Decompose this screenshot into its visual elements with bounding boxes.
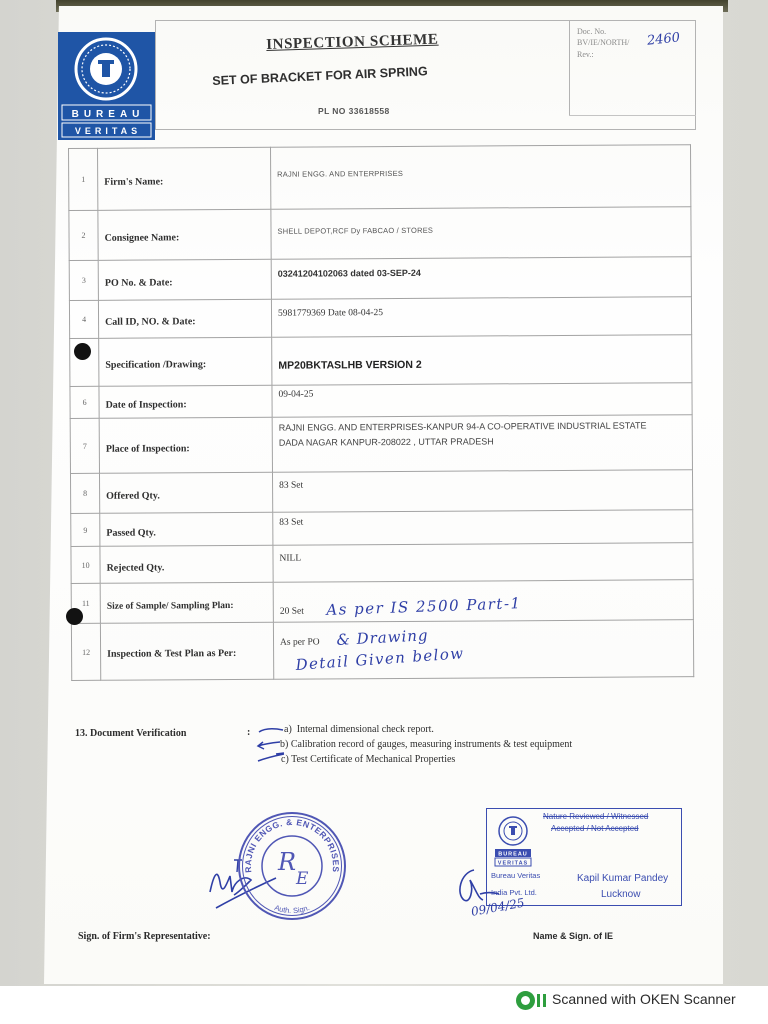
row-number: 10	[71, 546, 100, 583]
firm-signature-label: Sign. of Firm's Representative:	[78, 931, 211, 942]
row-number: 1	[69, 148, 98, 210]
black-dot-marker	[74, 343, 91, 360]
field-label-sampling-plan: Size of Sample/ Sampling Plan:	[100, 582, 273, 623]
document-verification-label: 13. Document Verification	[75, 728, 187, 739]
field-value-consignee: SHELL DEPOT,RCF Dy FABCAO / STORES	[271, 207, 691, 260]
row-number: 9	[71, 513, 100, 546]
field-label-rejected-qty: Rejected Qty.	[100, 545, 273, 583]
field-value-inspection-date: 09-04-25	[272, 383, 692, 418]
firm-stamp-monogram-e: E	[296, 869, 309, 889]
row-number: 7	[70, 418, 99, 473]
field-value-po: 03241204102063 dated 03-SEP-24	[271, 257, 691, 300]
field-label-call-id: Call ID, NO. & Date:	[98, 299, 271, 338]
inspector-city: Lucknow	[601, 889, 641, 900]
field-label-place: Place of Inspection:	[99, 417, 272, 473]
inspector-date-handwritten: 09/04/25	[470, 895, 526, 919]
row-number: 11	[71, 583, 100, 623]
field-value-passed-qty: 83 Set	[273, 510, 693, 546]
row-number: 2	[69, 210, 98, 260]
document-verification-colon: :	[247, 727, 251, 738]
row-number: 3	[69, 260, 98, 300]
bv-stamp-line2: Accepted / Not Accepted	[551, 824, 639, 833]
page-title: INSPECTION SCHEME	[266, 31, 439, 53]
field-label-test-plan: Inspection & Test Plan as Per:	[100, 622, 273, 680]
bv-inspection-stamp	[486, 808, 682, 906]
svg-text:Auth. Sign.	[273, 903, 310, 915]
handwritten-sampling-plan: As per IS 2500 Part-1	[326, 594, 522, 619]
oken-scanner-logo-bars	[537, 994, 546, 1007]
bv-stamp-line1: Nature Reviewed / Witnessed	[543, 812, 649, 821]
table-row	[69, 297, 691, 339]
table-row	[70, 470, 692, 514]
row-number: 6	[70, 386, 99, 418]
firm-stamp-bottom-text: Auth. Sign.	[273, 902, 311, 916]
firm-round-stamp	[236, 810, 348, 922]
pl-number: PL NO 33618558	[318, 106, 390, 116]
oken-scanner-logo-icon	[516, 991, 535, 1010]
field-label-consignee: Consignee Name:	[98, 209, 271, 260]
verification-item-b: b) Calibration record of gauges, measuring instruments & test equipment	[280, 739, 573, 750]
table-row	[71, 543, 693, 584]
field-value-sampling-plan: 20 Set	[273, 580, 693, 623]
table-row	[69, 257, 691, 301]
table-row	[70, 383, 692, 419]
field-value-rejected-qty: NILL	[273, 543, 693, 583]
field-label-offered-qty: Offered Qty.	[99, 472, 272, 513]
field-value-call-id: 5981779369 Date 08-04-25	[271, 297, 691, 338]
inspector-name: Kapil Kumar Pandey	[577, 873, 669, 884]
black-dot-marker	[66, 608, 83, 625]
bv-company-line2: India Pvt. Ltd.	[491, 888, 537, 897]
field-label-passed-qty: Passed Qty.	[100, 512, 273, 546]
logo-line-veritas: VERITAS	[74, 126, 142, 136]
field-value-firm-name: RAJNI ENGG. AND ENTERPRISES	[270, 145, 690, 210]
table-row	[70, 335, 692, 387]
bv-stamp-logo-line1: BUREAU	[498, 851, 528, 858]
doc-no-label: Doc. No.	[577, 27, 607, 36]
table-row	[70, 415, 692, 474]
scanner-watermark-text: Scanned with OKEN Scanner	[552, 991, 736, 1007]
field-label-po: PO No. & Date:	[98, 259, 271, 300]
verification-item-a: a) Internal dimensional check report.	[284, 724, 434, 735]
firm-stamp-ring-text: RAJNI ENGG. & ENTERPRISES	[242, 816, 342, 874]
row-number: 4	[69, 300, 98, 338]
field-value-test-plan: As per PO	[273, 620, 693, 680]
field-value-offered-qty: 83 Set	[272, 470, 692, 513]
table-row	[71, 510, 693, 547]
field-label-firm-name: Firm's Name:	[98, 147, 271, 210]
handwritten-test-plan-line2: Detail Given below	[295, 644, 465, 674]
doc-no-value: BV/IE/NORTH/	[577, 38, 630, 47]
field-label-specification: Specification /Drawing:	[99, 337, 272, 386]
doc-box-divider	[569, 115, 696, 116]
field-value-specification: MP20BKTASLHB VERSION 2	[272, 335, 692, 386]
table-row	[69, 145, 691, 211]
header-divider	[569, 20, 570, 116]
rev-label: Rev.:	[577, 50, 594, 59]
firm-stamp-monogram-r: R	[278, 848, 297, 876]
verification-item-c: c) Test Certificate of Mechanical Properties	[281, 754, 456, 765]
bv-stamp-logo	[493, 813, 533, 869]
doc-no-handwritten: 2460	[646, 30, 681, 49]
field-value-place: RAJNI ENGG. AND ENTERPRISES-KANPUR 94-A CO-OPERATIVE INDUSTRIAL ESTATE DADA NAGAR KANPUR-208022 , UTTAR PRADESH	[272, 415, 692, 473]
row-number: 12	[71, 623, 100, 680]
bureau-veritas-logo	[58, 32, 155, 140]
table-row	[69, 207, 691, 261]
bv-stamp-logo-line2: VERITAS	[497, 860, 529, 867]
ie-signature-label: Name & Sign. of IE	[533, 931, 614, 941]
logo-line-bureau: BUREAU	[71, 109, 145, 120]
row-number: 8	[70, 473, 99, 513]
handwritten-test-plan-line1: & Drawing	[336, 626, 429, 649]
bv-company-line1: Bureau Veritas	[491, 871, 541, 880]
page-subtitle: SET OF BRACKET FOR AIR SPRING	[212, 64, 428, 88]
field-label-inspection-date: Date of Inspection:	[99, 385, 272, 418]
